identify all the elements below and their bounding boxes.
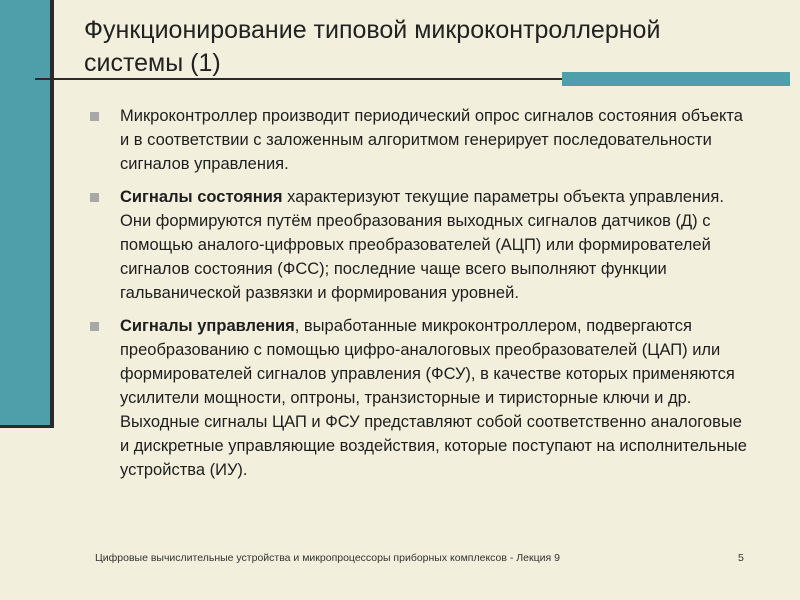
square-bullet-icon [90,112,99,121]
left-accent-bar [0,0,50,425]
slide-footer: Цифровые вычислительные устройства и микропроцессоры приборных комплексов - Лекция 9 [95,552,560,564]
bullet-item-3 [90,314,750,482]
bullet-item-2 [90,185,750,305]
bullet-item-1 [90,104,750,176]
page-number: 5 [738,552,744,564]
title-accent-block [562,72,790,86]
bullet-text: Микроконтроллер производит периодический опрос сигналов состояния объекта и в соответствии с заложенным алгоритмом генерирует последовательности сигналов управления. [120,107,743,173]
slide-title: Функционирование типовой микроконтроллерной системы (1) [84,16,661,77]
bullet-text: , выработанные микроконтроллером, подвергаются преобразованию с помощью цифро-аналоговых преобразователей (ЦАП) или формирователей сигналов управления (ФСУ), в качестве которых применяются усилители мощности, оптроны, транзисторные и тиристорные ключи и др. Выходные сигналы ЦАП и ФСУ представляют собой соответственно аналоговые и дискретные управляющие воздействия, которые поступают на исполнительные устройства (ИУ). [120,317,747,479]
bullet-list [90,104,750,491]
bullet-bold-term: Сигналы состояния [120,188,283,206]
left-bar-bottom-rule [0,425,54,428]
square-bullet-icon [90,322,99,331]
square-bullet-icon [90,193,99,202]
bullet-text: характеризуют текущие параметры объекта управления. Они формируются путём преобразования выходных сигналов датчиков (Д) с помощью аналого-цифровых преобразователей (АЦП) или формирователей сигналов состояния (ФСС); последние чаще всего выполняют функции гальванической развязки и формирования уровней. [120,188,724,302]
left-bar-shadow [50,0,54,428]
bullet-bold-term: Сигналы управления [120,317,295,335]
